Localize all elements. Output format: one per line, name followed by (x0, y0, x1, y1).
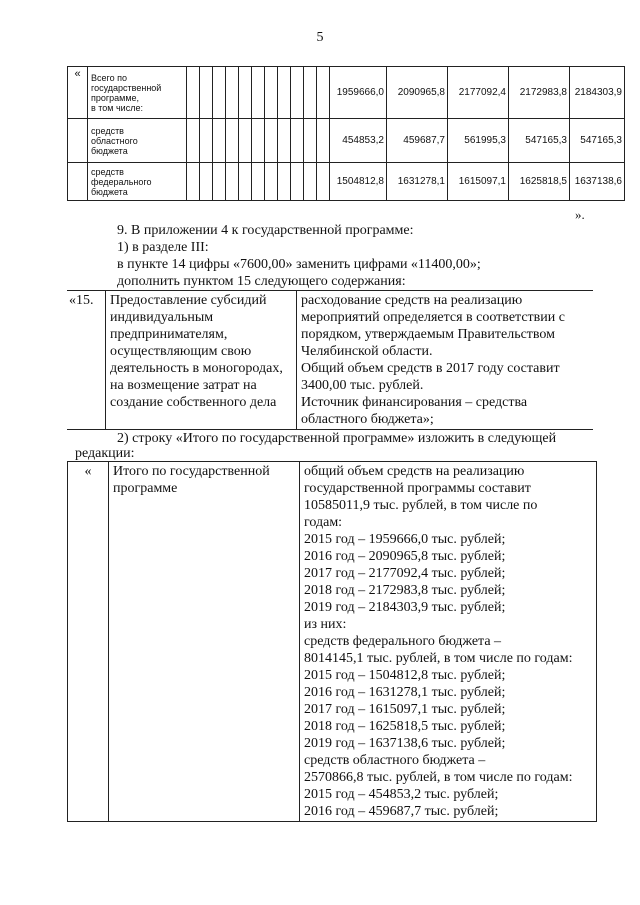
value-cell: 547165,3 (570, 119, 625, 163)
value-cell: 2177092,4 (448, 67, 509, 119)
item-name: Предоставление субсидий индивидуальным предпринимателям, осуществляющим свою деятельность в моногородах, на возмещение затрат на создание собственного дела (106, 291, 297, 430)
table-row (68, 462, 597, 822)
item-15-table (67, 290, 593, 430)
total-table (67, 461, 597, 822)
paragraph-2-cont: редакции: (75, 446, 135, 461)
funding-table (67, 66, 625, 201)
open-quote: « (68, 462, 109, 822)
item-number: «15. (67, 291, 106, 430)
paragraph-9-1: 1) в разделе III: (117, 240, 209, 255)
item-description: расходование средств на реализацию мероприятий определяется в соответствии с порядком, утверждаемым Правительством Челябинской области. Общий объем средств в 2017 году составит 3400,00 тыс. рублей. Источник финансирования – средства областного бюджета»; (297, 291, 594, 430)
open-quote (68, 163, 88, 201)
table-row (68, 67, 625, 119)
value-cell: 1615097,1 (448, 163, 509, 201)
row-label: Всего по государственной программе, в том числе: (88, 67, 187, 119)
value-cell: 2090965,8 (387, 67, 448, 119)
value-cell: 1625818,5 (509, 163, 570, 201)
table-row (67, 291, 593, 430)
value-cell: 1631278,1 (387, 163, 448, 201)
value-cell: 561995,3 (448, 119, 509, 163)
value-cell: 454853,2 (330, 119, 387, 163)
total-description: общий объем средств на реализацию государственной программы составит 10585011,9 тыс. рублей, в том числе по годам: 2015 год – 1959666,0 тыс. рублей; 2016 год – 2090965,8 тыс. рублей; 2017 год – 2177092,4 тыс. рублей; 2018 год – 2172983,8 тыс. рублей; 2019 год – 2184303,9 тыс. рублей; из них: средств федерального бюджета – 8014145,1 тыс. рублей, в том числе по годам: 2015 год – 1504812,8 тыс. рублей; 2016 год – 1631278,1 тыс. рублей; 2017 год – 1615097,1 тыс. рублей; 2018 год – 1625818,5 тыс. рублей; 2019 год – 1637138,6 тыс. рублей; средств областного бюджета – 2570866,8 тыс. рублей, в том числе по годам: 2015 год – 454853,2 тыс. рублей; 2016 год – 459687,7 тыс. рублей; (300, 462, 597, 822)
paragraph-9-2: в пункте 14 цифры «7600,00» заменить цифрами «11400,00»; (117, 257, 481, 272)
row-label: средств областного бюджета (88, 119, 187, 163)
open-quote: « (68, 67, 88, 119)
value-cell: 1637138,6 (570, 163, 625, 201)
paragraph-2: 2) строку «Итого по государственной программе» изложить в следующей (117, 431, 557, 446)
paragraph-9: 9. В приложении 4 к государственной программе: (117, 223, 414, 238)
table-row (68, 163, 625, 201)
value-cell: 459687,7 (387, 119, 448, 163)
open-quote (68, 119, 88, 163)
row-label: средств федерального бюджета (88, 163, 187, 201)
value-cell: 1504812,8 (330, 163, 387, 201)
close-quote: ». (575, 207, 585, 222)
value-cell: 2172983,8 (509, 67, 570, 119)
value-cell: 1959666,0 (330, 67, 387, 119)
value-cell: 547165,3 (509, 119, 570, 163)
page-number: 5 (316, 30, 324, 45)
table-row (68, 119, 625, 163)
paragraph-9-3: дополнить пунктом 15 следующего содержания: (117, 274, 406, 289)
total-name: Итого по государственной программе (109, 462, 300, 822)
value-cell: 2184303,9 (570, 67, 625, 119)
